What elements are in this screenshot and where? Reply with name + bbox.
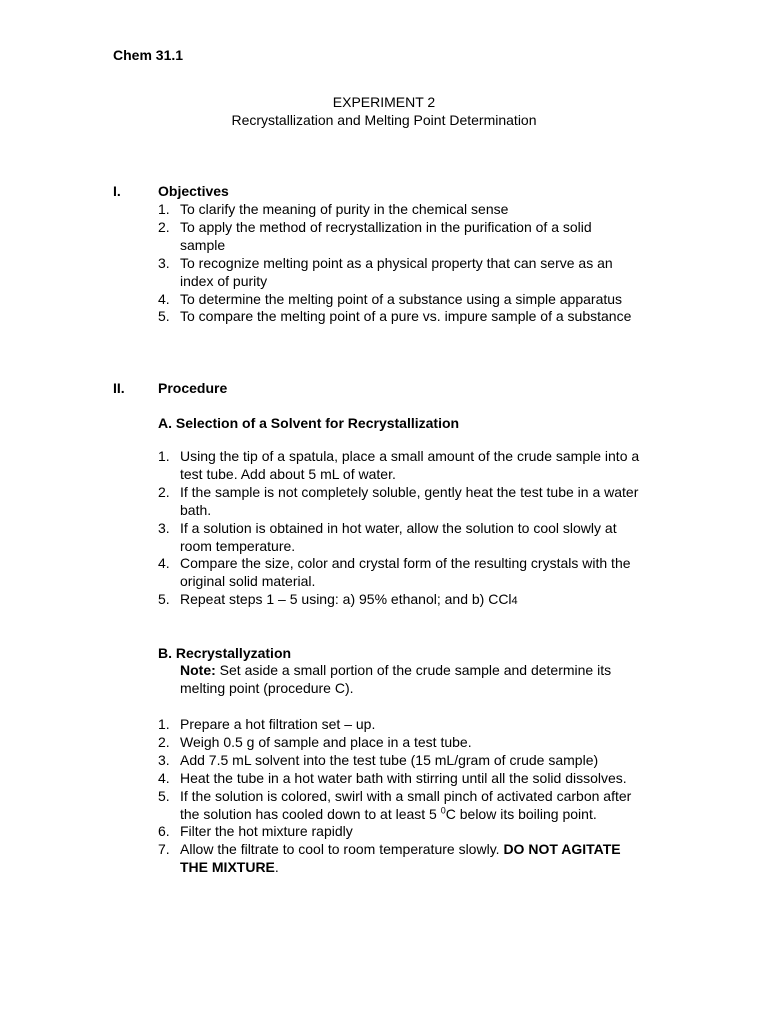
list-item: 4. To determine the melting point of a substance using a simple apparatus xyxy=(158,290,623,307)
list-item: 3. Add 7.5 mL solvent into the test tube (15 mL/gram of crude sample) xyxy=(158,751,599,768)
section-2-numeral: II. xyxy=(113,380,125,396)
list-item: 1. Prepare a hot filtration set – up. xyxy=(158,716,376,732)
list-item: 4. Compare the size, color and crystal form of the resulting crystals with the original solid material. xyxy=(158,555,631,590)
part-b-steps xyxy=(158,716,638,877)
list-item: 3. If a solution is obtained in hot water, allow the solution to cool slowly at room temperature. xyxy=(158,519,617,554)
note-text: Set aside a small portion of the crude sample and determine its melting point (procedure C). xyxy=(180,662,612,696)
list-item: 5. If the solution is colored, swirl with a small pinch of activated carbon after the solution has cooled down to at least 5 $^0$C below its boiling point. xyxy=(158,787,632,822)
list-item: 4. Heat the tube in a hot water bath with stirring until all the solid dissolves. xyxy=(158,769,627,786)
list-item: 5. To compare the melting point of a pure vs. impure sample of a substance xyxy=(158,308,632,325)
list-item: 6. Filter the hot mixture rapidly xyxy=(158,823,353,840)
section-1-heading: Objectives xyxy=(158,183,229,199)
objectives-list xyxy=(158,201,638,326)
note xyxy=(180,662,650,698)
list-item: 1. To clarify the meaning of purity in the chemical sense xyxy=(158,201,509,217)
experiment-subtitle: Recrystallization and Melting Point Determination xyxy=(231,112,537,128)
list-item: 7. Allow the filtrate to cool to room temperature slowly. DO NOT AGITATE THE MIXTURE. xyxy=(158,841,621,876)
list-item: 2. To apply the method of recrystallization in the purification of a solid sample xyxy=(158,218,592,253)
section-1-numeral: I. xyxy=(113,183,121,199)
list-item: 2. If the sample is not completely soluble, gently heat the test tube in a water bath. xyxy=(158,483,639,518)
list-item: 3. To recognize melting point as a physical property that can serve as an index of purity xyxy=(158,254,613,289)
list-item: 2. Weigh 0.5 g of sample and place in a test tube. xyxy=(158,733,472,750)
experiment-title: EXPERIMENT 2 xyxy=(332,94,436,110)
ccl-subscript: 4 xyxy=(511,595,518,608)
course-code: Chem 31.1 xyxy=(113,47,184,63)
part-b-heading: B. Recrystallyzation xyxy=(158,645,292,661)
note-label: Note: xyxy=(180,662,216,678)
part-a-heading: A. Selection of a Solvent for Recrystallization xyxy=(158,415,460,431)
part-a-steps xyxy=(158,448,648,611)
warning-text: DO NOT AGITATE THE MIXTURE xyxy=(180,841,621,876)
list-item: 5. Repeat steps 1 – 5 using: a) 95% ethanol; and b) CCl4 xyxy=(158,591,518,608)
section-2-heading: Procedure xyxy=(158,380,228,396)
list-item: 1. Using the tip of a spatula, place a small amount of the crude sample into a test tube. Add about 5 mL of water. xyxy=(158,448,640,482)
degree-superscript: 0 xyxy=(440,804,446,815)
